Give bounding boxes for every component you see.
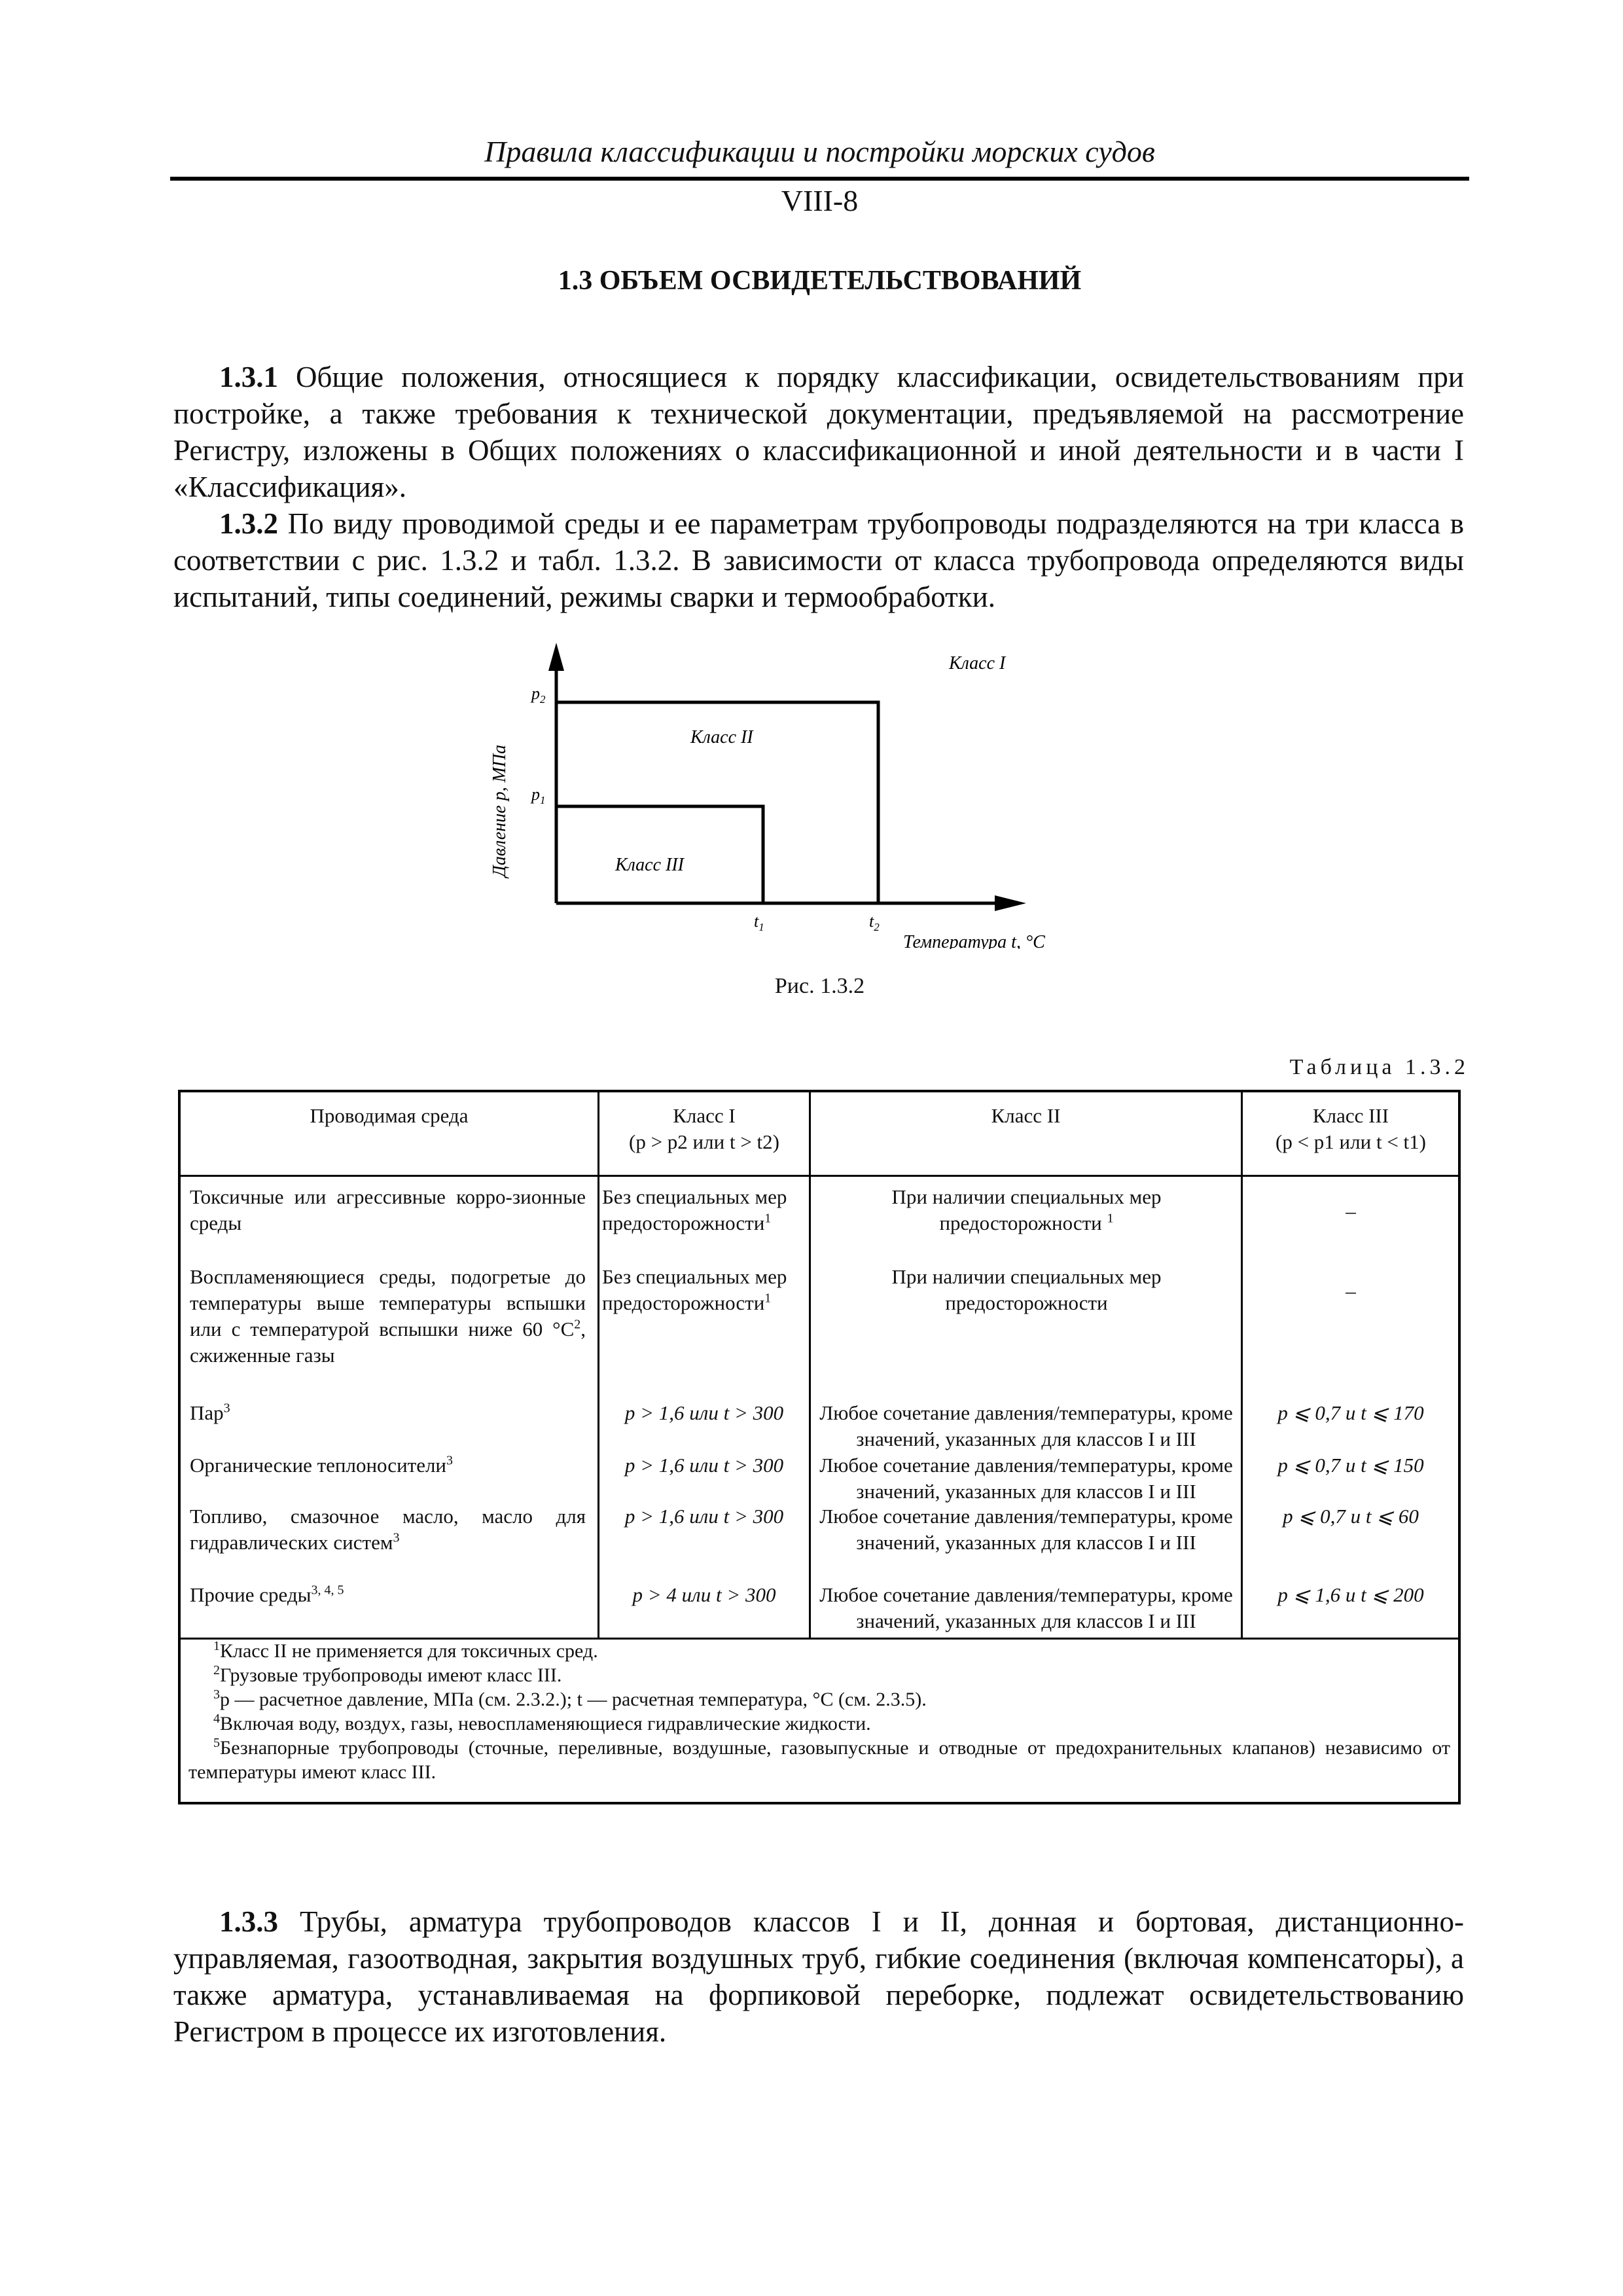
paragraph-number: 1.3.2: [219, 507, 278, 540]
header-class-1-title: Класс I: [673, 1104, 736, 1127]
running-title: Правила классификации и постройки морских судов: [484, 135, 1155, 168]
table-row-2-class-1: Без специальных мер предосторожности$^1$: [602, 1265, 787, 1314]
table-label: Таблица 1.3.2: [1289, 1055, 1469, 1079]
table-row-6-class-1: p > 4 или t > 300: [632, 1583, 776, 1606]
paragraph-1-3-1: [173, 359, 1464, 505]
table-row-5-class-2: Любое сочетание давления/температуры, кроме значений, указанных для классов I и III: [819, 1505, 1233, 1554]
t2-label: $t_2$: [869, 912, 880, 933]
table-row-5-class-1: p > 1,6 или t > 300: [624, 1505, 784, 1528]
t1-label: $t_1$: [754, 912, 764, 933]
table-row-2-medium: Воспламеняющиеся среды, подогретые до температуры выше температуры вспышки или с температурой вспышки ниже 60 $^\circ С^2$, сжиженные газы: [190, 1265, 586, 1367]
table-row-4-class-2: Любое сочетание давления/температуры, кроме значений, указанных для классов I и III: [819, 1454, 1233, 1503]
pipeline-class-diagram: [458, 635, 1113, 949]
header-medium: Проводимая среда: [310, 1104, 469, 1127]
table-row-3-class-3: p ⩽ 0,7 и t ⩽ 170: [1277, 1401, 1424, 1424]
class-3-label: Класс III: [615, 855, 684, 875]
header-class-1-condition: (p > p2 или t > t2): [629, 1130, 779, 1153]
x-axis-label: Температура t, °С: [903, 932, 1045, 949]
table-row-4-medium: Органические теплоносители$^3$: [190, 1453, 454, 1477]
table-row-3-medium: Пар$^3$: [190, 1401, 230, 1424]
table-row-3-class-2: Любое сочетание давления/температуры, кроме значений, указанных для классов I и III: [819, 1401, 1233, 1450]
x-axis-arrow-icon: [995, 895, 1026, 911]
paragraph-1-3-3: [173, 1903, 1464, 2050]
table-note-1: $^1$Класс II не применяется для токсичных сред.: [213, 1639, 598, 1662]
table-row-2-class-3: –: [1346, 1280, 1356, 1302]
table-row-4-class-3: p ⩽ 0,7 и t ⩽ 150: [1277, 1454, 1424, 1477]
pipeline-class-table: [178, 1090, 1461, 1804]
y-axis-label: Давление p, МПа: [490, 744, 510, 877]
diagram-svg: [458, 635, 1113, 949]
table-note-2: $^2$Грузовые трубопроводы имеют класс III.: [213, 1663, 562, 1686]
paragraph-text: Трубы, арматура трубопроводов классов I и II, донная и бортовая, дистанционно-управляемая, газоотводная, закрытия воздушных труб, гибкие соединения (включая компенсаторы), а также арматура, устанавливаемая на форпиковой переборке, подлежат освидетельствованию Регистром в процессе их изготовления.: [173, 1905, 1464, 2048]
column-divider: [597, 1092, 599, 1638]
section-title: 1.3 ОБЪЕМ ОСВИДЕТЕЛЬСТВОВАНИЙ: [558, 266, 1082, 296]
paragraph-number: 1.3.3: [219, 1905, 278, 1938]
header-class-3-title: Класс III: [1312, 1104, 1389, 1127]
p1-label: $p_1$: [531, 785, 546, 806]
table-row-3-class-1: p > 1,6 или t > 300: [624, 1401, 784, 1424]
column-divider: [1241, 1092, 1243, 1638]
table-row-1-class-2: При наличии специальных мер предосторожности $^1$: [891, 1185, 1162, 1234]
paragraph-text: Общие положения, относящиеся к порядку классификации, освидетельствованиям при постройке, а также требования к технической документации, предъявляемой на рассмотрение Регистру, изложены в Общих положениях о классификационной и иной деятельности и в части I «Классификация».: [173, 361, 1464, 503]
column-divider: [809, 1092, 811, 1638]
table-note-4: $^4$Включая воду, воздух, газы, невоспламеняющиеся гидравлические жидкости.: [213, 1712, 871, 1734]
header-divider: [181, 1175, 1458, 1177]
table-row-6-class-3: p ⩽ 1,6 и t ⩽ 200: [1277, 1583, 1424, 1606]
paragraph-number: 1.3.1: [219, 361, 278, 393]
class-2-label: Класс II: [690, 727, 753, 747]
header-class-1: [599, 1103, 809, 1155]
header-class-3: [1243, 1103, 1459, 1155]
figure-caption: Рис. 1.3.2: [774, 974, 865, 998]
table-notes: [188, 1639, 1450, 1784]
header-rule: [170, 177, 1469, 181]
table-row-1-medium: Токсичные или агрессивные корро-зионные среды: [190, 1185, 586, 1234]
table-row-1-class-3: –: [1346, 1200, 1356, 1223]
table-note-5: $^5$Безнапорные трубопроводы (сточные, переливные, воздушные, газовыпускные и отводные от предохранительных клапанов) независимо от температуры имеют класс III.: [188, 1736, 1450, 1783]
table-row-4-class-1: p > 1,6 или t > 300: [624, 1454, 784, 1477]
page-number: VIII-8: [781, 184, 859, 217]
table-note-3: $^3$p — расчетное давление, МПа (см. 2.3.2.); t — расчетная температура, °С (см. 2.3.5).: [213, 1687, 927, 1710]
header-class-2: Класс II: [991, 1104, 1061, 1127]
p2-label: $p_2$: [531, 684, 546, 706]
table-row-5-class-3: p ⩽ 0,7 и t ⩽ 60: [1283, 1505, 1419, 1528]
class-1-label: Класс I: [949, 653, 1006, 673]
table-row-6-class-2: Любое сочетание давления/температуры, кроме значений, указанных для классов I и III: [819, 1583, 1233, 1632]
header-class-3-condition: (p < p1 или t < t1): [1275, 1130, 1426, 1153]
y-axis-arrow-icon: [548, 643, 564, 671]
table-row-2-class-2: При наличии специальных мер предосторожности: [891, 1265, 1162, 1314]
table-row-5-medium: Топливо, смазочное масло, масло для гидравлических систем$^3$: [190, 1505, 586, 1554]
paragraph-1-3-2: [173, 505, 1464, 615]
table-row-1-class-1: Без специальных мер предосторожности$^1$: [602, 1185, 787, 1234]
paragraph-text: По виду проводимой среды и ее параметрам трубопроводы подразделяются на три класса в соответствии с рис. 1.3.2 и табл. 1.3.2. В зависимости от класса трубопровода определяются виды испытаний, типы соединений, режимы сварки и термообработки.: [173, 507, 1464, 613]
table-row-6-medium: Прочие среды$^{3, 4, 5}$: [190, 1583, 344, 1606]
